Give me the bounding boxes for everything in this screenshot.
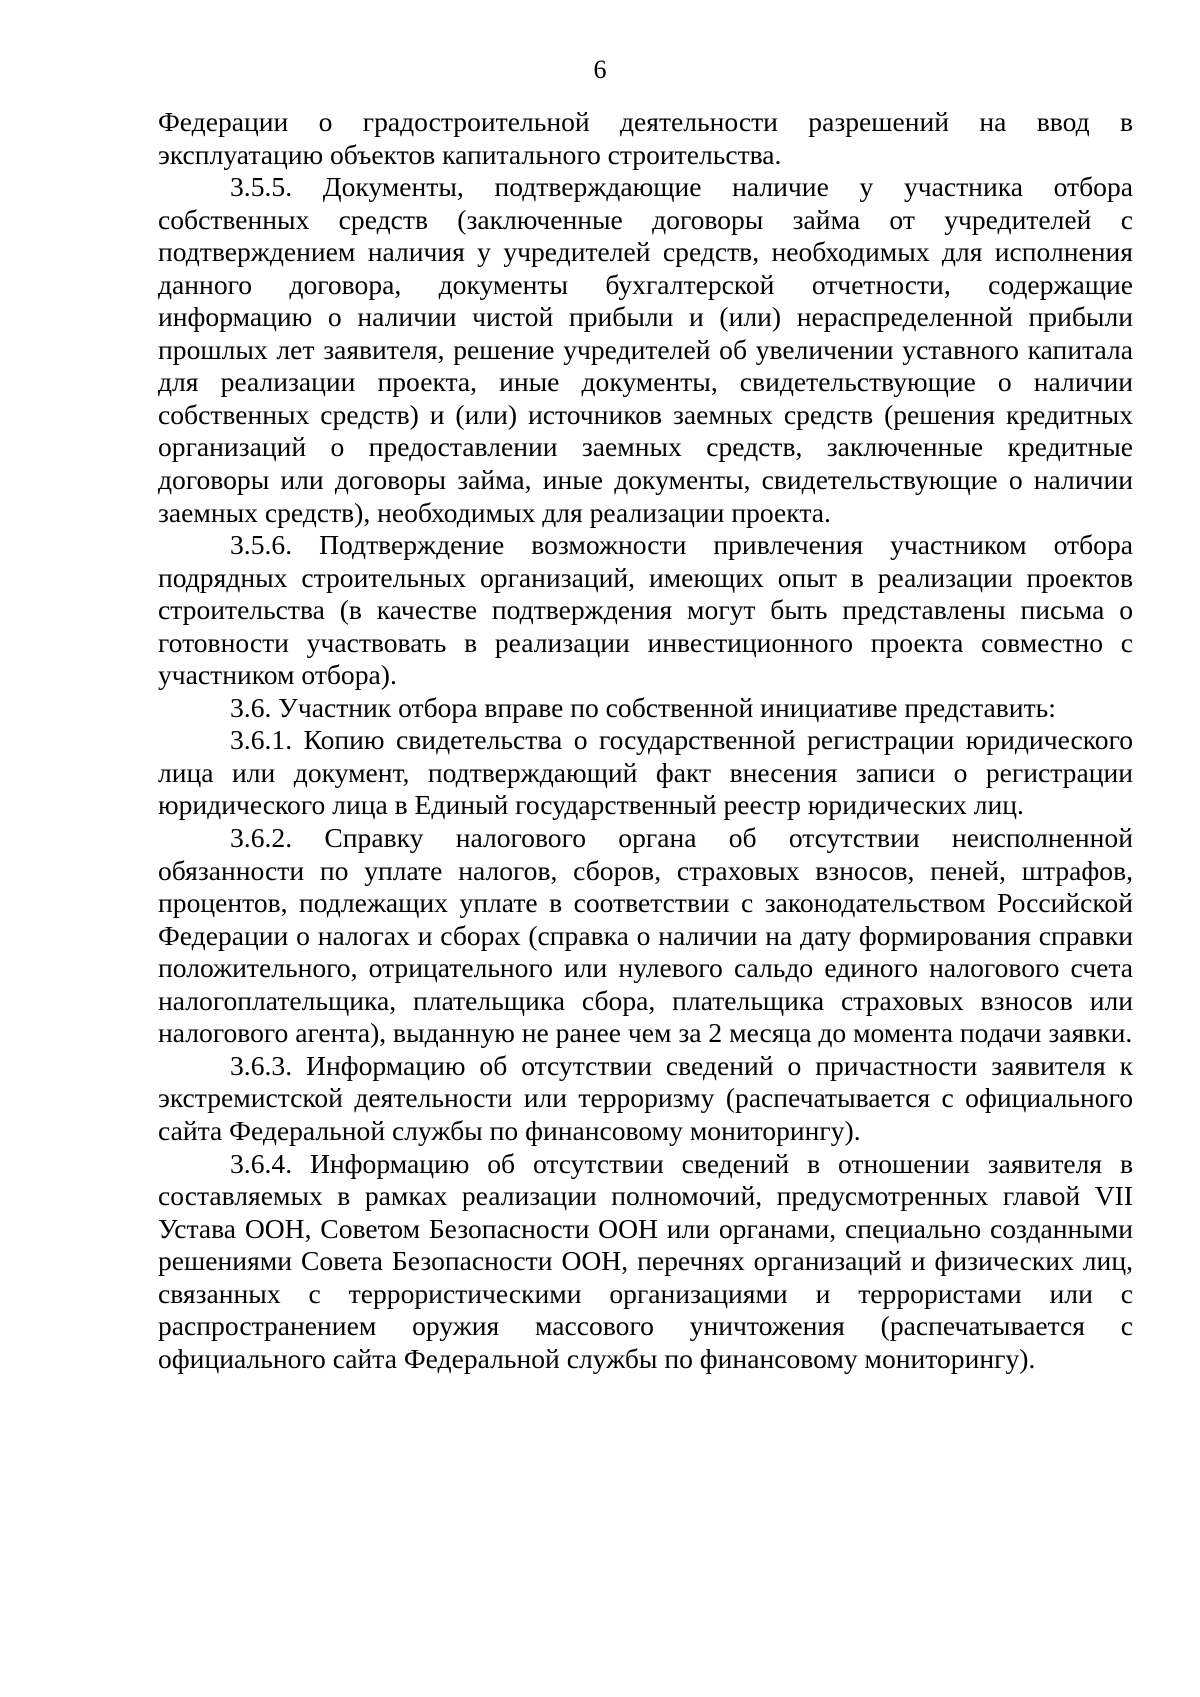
paragraph-3-6-1: 3.6.1. Копию свидетельства о государственной регистрации юридического лица или документ, подтверждающий факт внесения записи о регистрации юридического лица в Единый государственный реестр юридических лиц.: [158, 724, 1133, 821]
paragraph-3-6-3: 3.6.3. Информацию об отсутствии сведений о причастности заявителя к экстремистской деятельности или терроризму (распечатывается с официального сайта Федеральной службы по финансовому мониторингу).: [158, 1049, 1133, 1146]
paragraph-3-6: 3.6. Участник отбора вправе по собственной инициативе представить:: [230, 691, 1056, 723]
paragraph-3-5-5: 3.5.5. Документы, подтверждающие наличие у участника отбора собственных средств (заключенные договоры займа от учредителей с подтверждением наличия у учредителей средств, необходимых для исполнения данного договора, документы бухгалтерской отчетности, содержащие информацию о наличии чистой прибыли и (или) нераспределенной прибыли прошлых лет заявителя, решение учредителей об увеличении уставного капитала для реализации проекта, иные документы, свидетельствующие о наличии собственных средств) и (или) источников заемных средств (решения кредитных организаций о предоставлении заемных средств, заключенные кредитные договоры или договоры займа, иные документы, свидетельствующие о наличии заемных средств), необходимых для реализации проекта.: [158, 171, 1133, 528]
page-number: 6: [593, 55, 607, 84]
paragraph-3-6-4: 3.6.4. Информацию об отсутствии сведений в отношении заявителя в составляемых в рамках реализации полномочий, предусмотренных главой VII Устава ООН, Советом Безопасности ООН или органами, специально созданными решениями Совета Безопасности ООН, перечнях организаций и физических лиц, связанных с террористическими организациями и террористами или с распространением оружия массового уничтожения (распечатывается с официального сайта Федеральной службы по финансовому мониторингу).: [158, 1147, 1133, 1374]
paragraph-continuation: Федерации о градостроительной деятельности разрешений на ввод в эксплуатацию объектов капитального строительства.: [158, 106, 1133, 170]
document-body: [158, 106, 1133, 1375]
paragraph-3-6-2: 3.6.2. Справку налогового органа об отсутствии неисполненной обязанности по уплате налогов, сборов, страховых взносов, пеней, штрафов, процентов, подлежащих уплате в соответствии с законодательством Российской Федерации о налогах и сборах (справка о наличии на дату формирования справки положительного, отрицательного или нулевого сальдо единого налогового счета налогоплательщика, плательщика сбора, плательщика страховых взносов или налогового агента), выданную не ранее чем за 2 месяца до момента подачи заявки.: [158, 822, 1133, 1049]
paragraph-3-5-6: 3.5.6. Подтверждение возможности привлечения участником отбора подрядных строительных организаций, имеющих опыт в реализации проектов строительства (в качестве подтверждения могут быть представлены письма о готовности участвовать в реализации инвестиционного проекта совместно с участником отбора).: [158, 529, 1133, 691]
